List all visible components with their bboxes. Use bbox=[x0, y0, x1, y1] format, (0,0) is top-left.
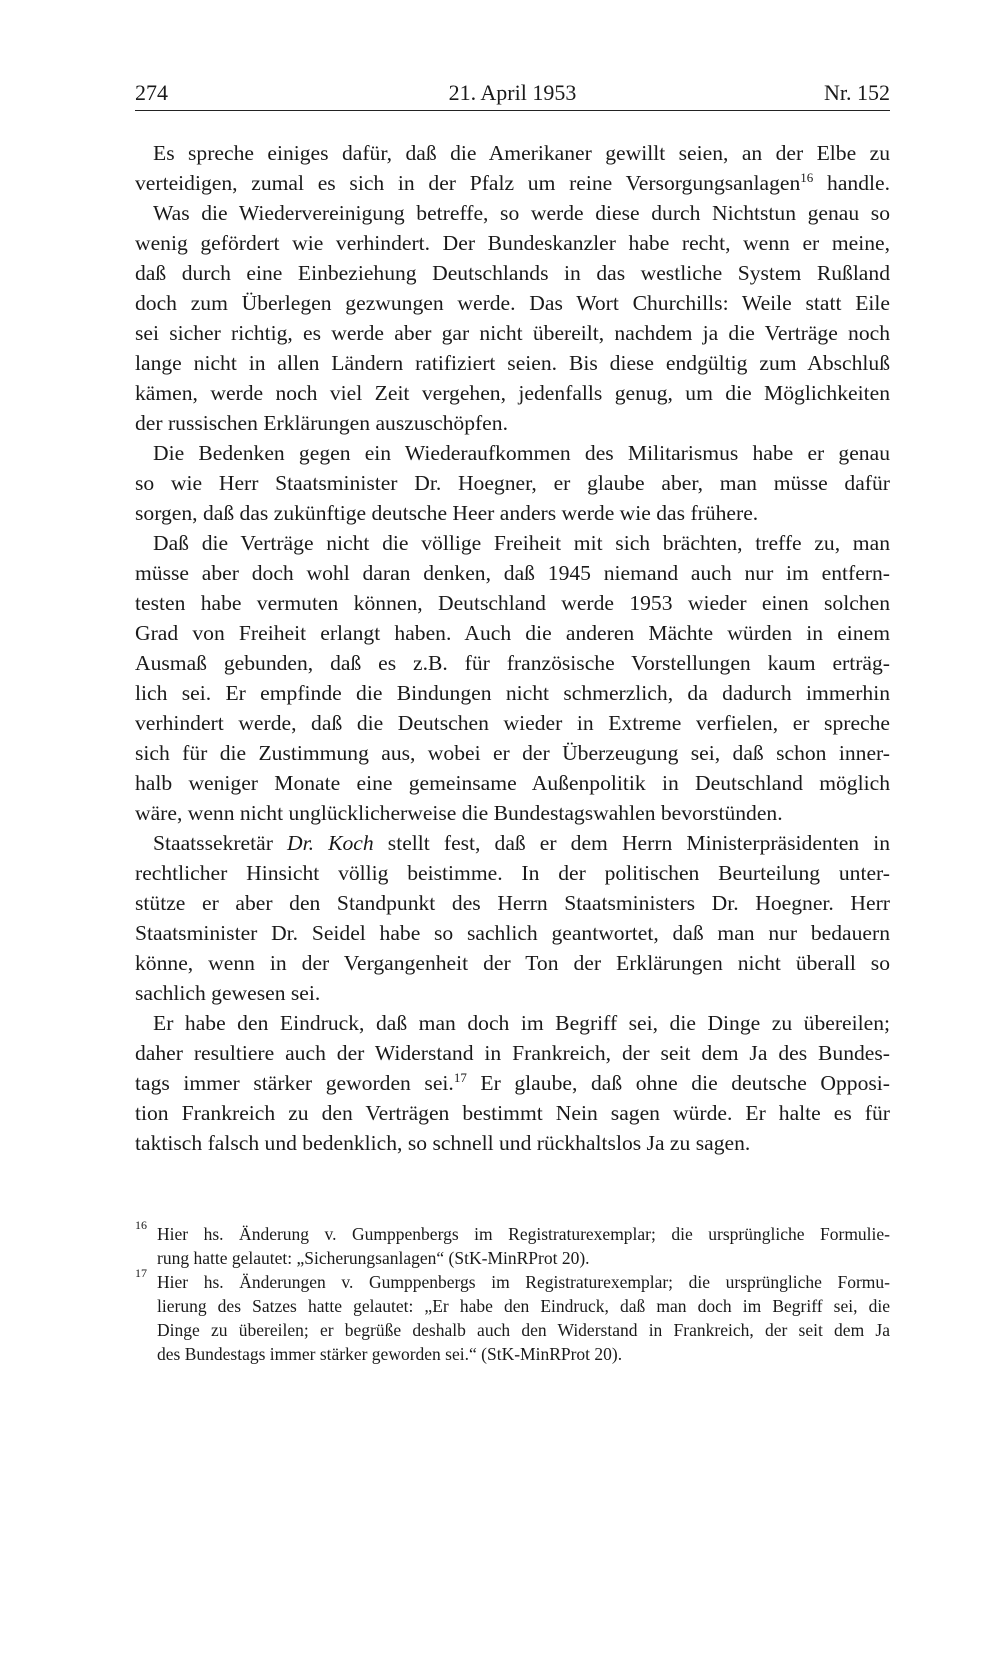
text-line: Ausmaß gebunden, daß es z.B. für französische Vorstellungen kaum erträg- bbox=[135, 651, 890, 675]
text-line bbox=[135, 1068, 890, 1098]
paragraph bbox=[135, 828, 890, 1008]
header-date: 21. April 1953 bbox=[448, 80, 577, 105]
header-rule bbox=[135, 110, 890, 111]
page-number: 274 bbox=[135, 80, 168, 105]
text-line: wäre, wenn nicht unglücklicherweise die Bundestagswahlen bevorstünden. bbox=[135, 801, 783, 825]
text-line bbox=[135, 828, 890, 858]
footnote-line: lierung des Satzes hatte gelautet: „Er habe den Eindruck, daß man doch im Begriff sei, die bbox=[157, 1296, 890, 1316]
paragraph bbox=[135, 1008, 890, 1158]
body-text bbox=[135, 138, 890, 1158]
text-line: tion Frankreich zu den Verträgen bestimmt Nein sagen würde. Er halte es für bbox=[135, 1101, 890, 1125]
text-line: Er habe den Eindruck, daß man doch im Begriff sei, die Dinge zu übereilen; bbox=[153, 1011, 890, 1035]
footnote-line: Hier hs. Änderung v. Gumppenbergs im Registraturexemplar; die ursprüngliche Formulie- bbox=[157, 1224, 890, 1244]
speaker-name: Dr. Koch bbox=[287, 831, 374, 855]
text-line: Was die Wiedervereinigung betreffe, so werde diese durch Nichtstun genau so bbox=[153, 201, 890, 225]
text-line: Staatsminister Dr. Seidel habe so sachlich geantwortet, daß man nur bedauern bbox=[135, 921, 890, 945]
text-span: Staatssekretär bbox=[153, 831, 288, 855]
text-line: testen habe vermuten können, Deutschland werde 1953 wieder einen solchen bbox=[135, 591, 890, 615]
text-span: verteidigen, zumal es sich in der Pfalz um reine Versorgungsanlagen bbox=[135, 171, 801, 195]
text-line: daß durch eine Einbeziehung Deutschlands in das westliche System Rußland bbox=[135, 261, 890, 285]
footnote-line: Dinge zu übereilen; er begrüße deshalb auch den Widerstand in Frankreich, der seit dem Ja bbox=[157, 1320, 890, 1340]
paragraph bbox=[135, 528, 890, 828]
text-line: rechtlicher Hinsicht völlig beistimme. In der politischen Beurteilung unter- bbox=[135, 861, 890, 885]
footnote-ref[interactable]: 17 bbox=[453, 1070, 467, 1085]
text-line: könne, wenn in der Vergangenheit der Ton der Erklärungen nicht überall so bbox=[135, 951, 890, 975]
text-line: Grad von Freiheit erlangt haben. Auch die anderen Mächte würden in einem bbox=[135, 621, 890, 645]
text-line: so wie Herr Staatsminister Dr. Hoegner, er glaube aber, man müsse dafür bbox=[135, 471, 890, 495]
text-line: doch zum Überlegen gezwungen werde. Das Wort Churchills: Weile statt Eile bbox=[135, 291, 890, 315]
footnote-line: des Bundestags immer stärker geworden sei.“ (StK-MinRProt 20). bbox=[157, 1344, 623, 1364]
text-line: sei sicher richtig, es werde aber gar nicht übereilt, nachdem ja die Verträge noch bbox=[135, 321, 890, 345]
text-line: Es spreche einiges dafür, daß die Amerikaner gewillt seien, an der Elbe zu bbox=[153, 141, 890, 165]
text-line: sachlich gewesen sei. bbox=[135, 981, 321, 1005]
text-span: tags immer stärker geworden sei. bbox=[135, 1071, 454, 1095]
text-line: verhindert werde, daß die Deutschen wieder in Extreme verfielen, er spreche bbox=[135, 711, 890, 735]
text-line: halb weniger Monate eine gemeinsame Außenpolitik in Deutschland möglich bbox=[135, 771, 890, 795]
footnote-line: Hier hs. Änderungen v. Gumppenbergs im Registraturexemplar; die ursprüngliche Formu- bbox=[157, 1272, 890, 1292]
text-line: sorgen, daß das zukünftige deutsche Heer anders werde wie das frühere. bbox=[135, 501, 759, 525]
text-line: Daß die Verträge nicht die völlige Freiheit mit sich brächten, treffe zu, man bbox=[153, 531, 890, 555]
text-line bbox=[135, 168, 890, 198]
running-header bbox=[135, 78, 890, 110]
paragraph bbox=[135, 438, 890, 528]
text-line: taktisch falsch und bedenklich, so schnell und rückhaltslos Ja zu sagen. bbox=[135, 1131, 751, 1155]
text-span: Er glaube, daß ohne die deutsche Opposi- bbox=[466, 1071, 890, 1095]
text-line: der russischen Erklärungen auszuschöpfen. bbox=[135, 411, 508, 435]
text-line: wenig gefördert wie verhindert. Der Bundeskanzler habe recht, wenn er meine, bbox=[135, 231, 890, 255]
footnote-line: rung hatte gelautet: „Sicherungsanlagen“ (StK-MinRProt 20). bbox=[157, 1248, 590, 1268]
text-span: handle. bbox=[827, 171, 890, 195]
text-line: lich sei. Er empfinde die Bindungen nicht schmerzlich, da dadurch immerhin bbox=[135, 681, 890, 705]
document-number: Nr. 152 bbox=[824, 80, 890, 105]
paragraph bbox=[135, 198, 890, 438]
text-line: sich für die Zustimmung aus, wobei er der Überzeugung sei, daß schon inner- bbox=[135, 741, 890, 765]
text-line: lange nicht in allen Ländern ratifiziert seien. Bis diese endgültig zum Abschluß bbox=[135, 351, 890, 375]
footnote-number: 17 bbox=[135, 1266, 147, 1280]
text-span: stellt fest, daß er dem Herrn Ministerpräsidenten in bbox=[373, 831, 890, 855]
footnote-ref[interactable]: 16 bbox=[800, 170, 814, 185]
text-line: daher resultiere auch der Widerstand in Frankreich, der seit dem Ja des Bundes- bbox=[135, 1041, 890, 1065]
footnotes bbox=[135, 1218, 890, 1366]
footnote bbox=[135, 1218, 890, 1270]
text-line: Die Bedenken gegen ein Wiederaufkommen des Militarismus habe er genau bbox=[153, 441, 890, 465]
footnote-number: 16 bbox=[135, 1218, 147, 1232]
footnote bbox=[135, 1266, 890, 1366]
text-line: müsse aber doch wohl daran denken, daß 1945 niemand auch nur im entfern- bbox=[135, 561, 890, 585]
text-line: stütze er aber den Standpunkt des Herrn Staatsministers Dr. Hoegner. Herr bbox=[135, 891, 890, 915]
text-line: kämen, werde noch viel Zeit vergehen, jedenfalls genug, um die Möglichkeiten bbox=[135, 381, 890, 405]
paragraph bbox=[135, 138, 890, 198]
